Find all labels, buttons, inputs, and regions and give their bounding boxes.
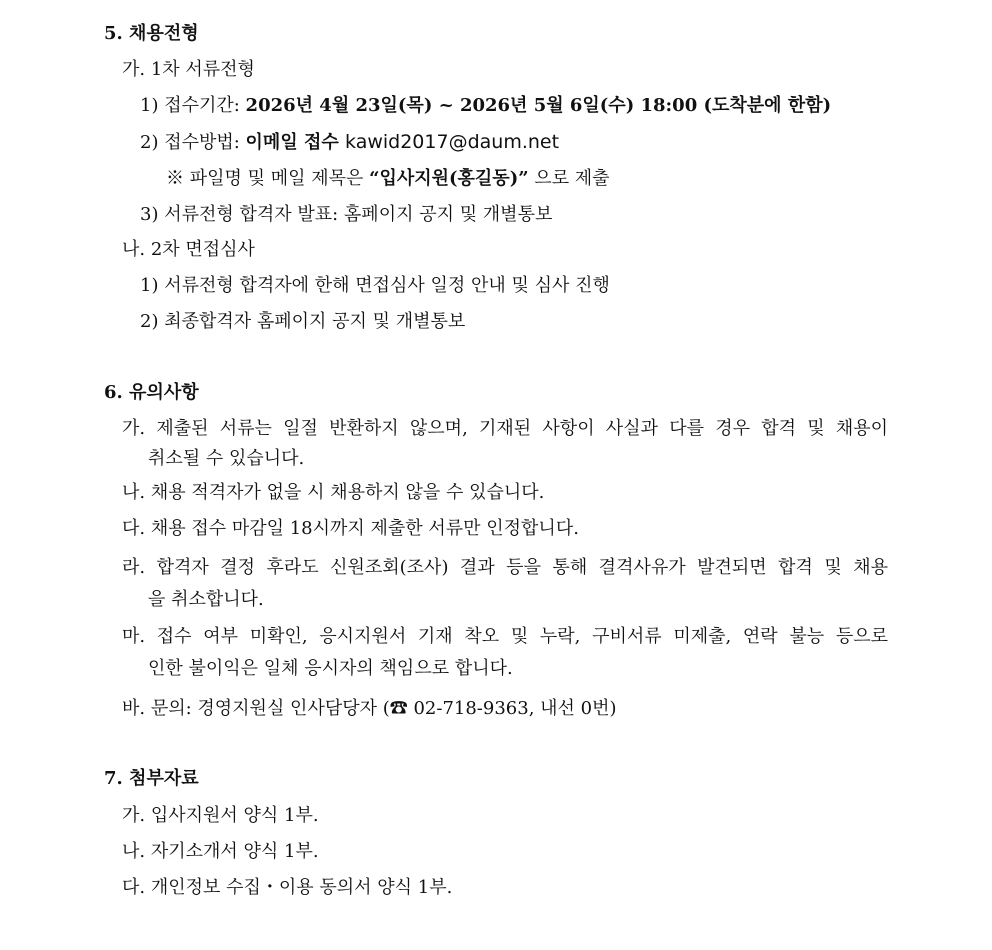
section-6-na: 나. 채용 적격자가 없을 시 채용하지 않을 수 있습니다. [122, 482, 545, 503]
section-6-ma-line2: 인한 불이익은 일체 응시자의 책임으로 합니다. [148, 658, 513, 679]
section-5-ga-1 [140, 94, 831, 118]
section-5-ga-2 [140, 130, 559, 155]
section-7-da: 다. 개인정보 수집・이용 동의서 양식 1부. [122, 877, 453, 898]
section-7-na: 나. 자기소개서 양식 1부. [122, 841, 319, 862]
note-filename-example: “입사지원(홍길동)” [369, 168, 529, 189]
application-method-value: 이메일 접수 [245, 132, 346, 153]
section-5-na-1: 1) 서류전형 합격자에 한해 면접심사 일정 안내 및 심사 진행 [140, 275, 610, 296]
section-6-ra-line1: 라. 합격자 결정 후라도 신원조회(조사) 결과 등을 통해 결격사유가 발견되면 합격 및 채용 [122, 557, 888, 578]
section-5-ga-2-note [166, 167, 610, 191]
section-5-na: 나. 2차 면접심사 [122, 239, 255, 260]
note-prefix: ※ 파일명 및 메일 제목은 [166, 168, 370, 189]
application-period-label: 1) 접수기간: [140, 95, 246, 116]
section-5-ga-3: 3) 서류전형 합격자 발표: 홈페이지 공지 및 개별통보 [140, 204, 553, 225]
application-period-value: 2026년 4월 23일(목) ~ 2026년 5월 6일(수) 18:00 (도착분에 한함) [245, 95, 832, 116]
section-6-ra-line2: 을 취소합니다. [148, 589, 264, 610]
section-5-na-2: 2) 최종합격자 홈페이지 공지 및 개별통보 [140, 311, 466, 332]
section-6-heading: 6. 유의사항 [104, 382, 199, 403]
section-5-heading: 5. 채용전형 [104, 23, 199, 44]
section-7-ga: 가. 입사지원서 양식 1부. [122, 805, 319, 826]
section-7-heading: 7. 첨부자료 [104, 768, 199, 789]
section-6-ga-line2: 취소될 수 있습니다. [148, 448, 305, 469]
application-email: kawid2017@daum.net [345, 131, 560, 153]
section-6-ma-line1: 마. 접수 여부 미확인, 응시지원서 기재 착오 및 누락, 구비서류 미제출, 연락 불능 등으로 [122, 626, 888, 647]
section-6-ba: 바. 문의: 경영지원실 인사담당자 (☎ 02-718-9363, 내선 0번) [122, 698, 617, 719]
application-method-label: 2) 접수방법: [140, 132, 246, 153]
section-6-da: 다. 채용 접수 마감일 18시까지 제출한 서류만 인정합니다. [122, 518, 579, 539]
section-5-ga: 가. 1차 서류전형 [122, 59, 255, 80]
section-6-ga-line1: 가. 제출된 서류는 일절 반환하지 않으며, 기재된 사항이 사실과 다를 경우 합격 및 채용이 [122, 418, 888, 439]
note-suffix: 으로 제출 [528, 168, 610, 189]
